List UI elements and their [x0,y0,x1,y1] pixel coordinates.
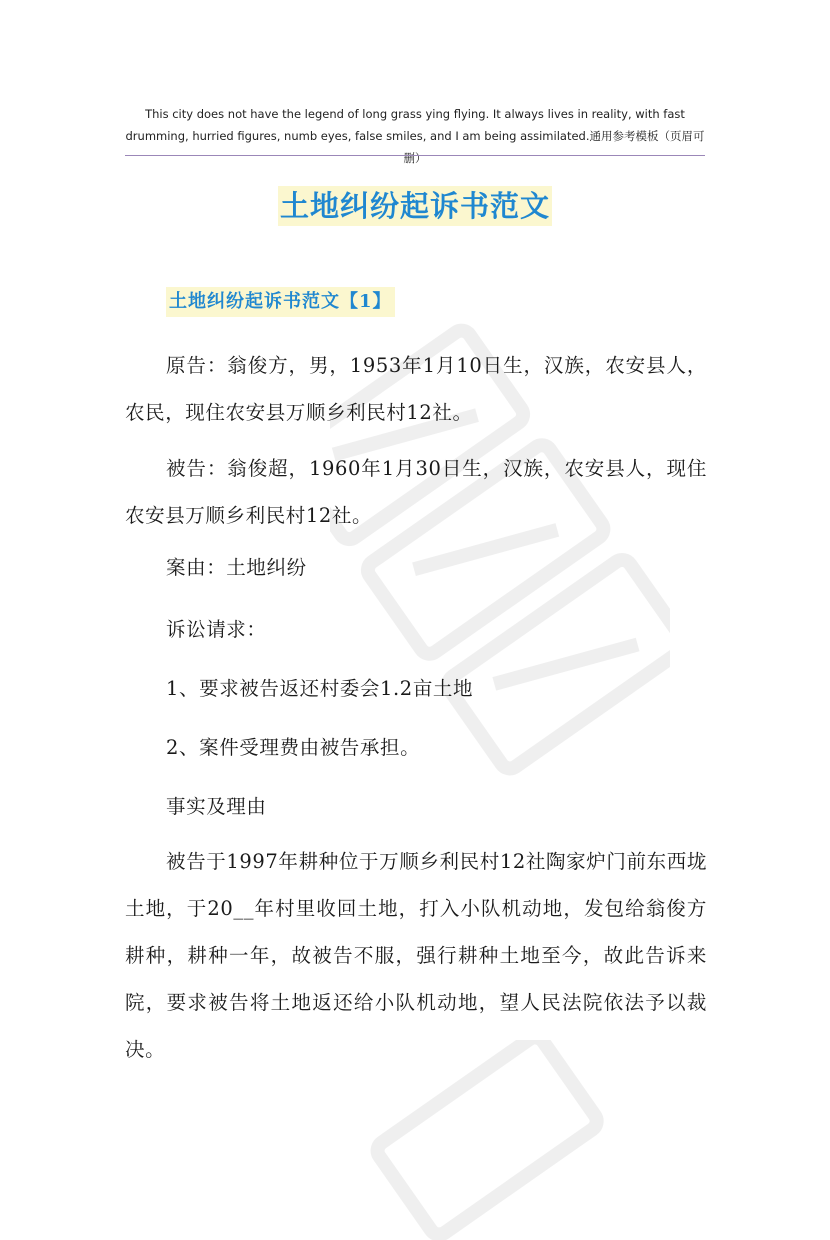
document-title-text: 土地纠纷起诉书范文 [278,186,552,226]
paragraph-plaintiff: 原告：翁俊方，男，1953年1月10日生，汉族，农安县人，农民，现住农安县万顺乡利民村12社。 [125,354,707,424]
page-header-text: This city does not have the legend of long grass ying flying. It always lives in reality, with fast drumming, hurried figures, numb eyes, false smiles, and I am being assimilated.通用参考模板（页眉可删） [125,107,705,165]
paragraph-claim-1: 1、要求被告返还村委会1.2亩土地 [166,677,474,700]
paragraph-cause: 案由：土地纠纷 [166,556,307,579]
document-title [0,186,830,226]
header-divider [125,155,705,156]
paragraph-facts-body: 被告于1997年耕种位于万顺乡利民村12社陶家炉门前东西垅土地，于20__年村里收回土地，打入小队机动地，发包给翁俊方耕种，耕种一年，故被告不服，强行耕种土地至今，故此告诉来院，要求被告将土地返还给小队机动地，望人民法院依法予以裁决。 [125,850,707,1061]
section-title [166,287,395,317]
paragraph-facts-heading: 事实及理由 [166,795,267,818]
paragraph-claim-2: 2、案件受理费由被告承担。 [166,736,421,759]
section-title-text: 土地纠纷起诉书范文【1】 [166,287,395,317]
paragraph-defendant: 被告：翁俊超，1960年1月30日生，汉族，农安县人，现住农安县万顺乡利民村12社。 [125,457,707,527]
paragraph-claims-heading: 诉讼请求： [166,618,267,641]
